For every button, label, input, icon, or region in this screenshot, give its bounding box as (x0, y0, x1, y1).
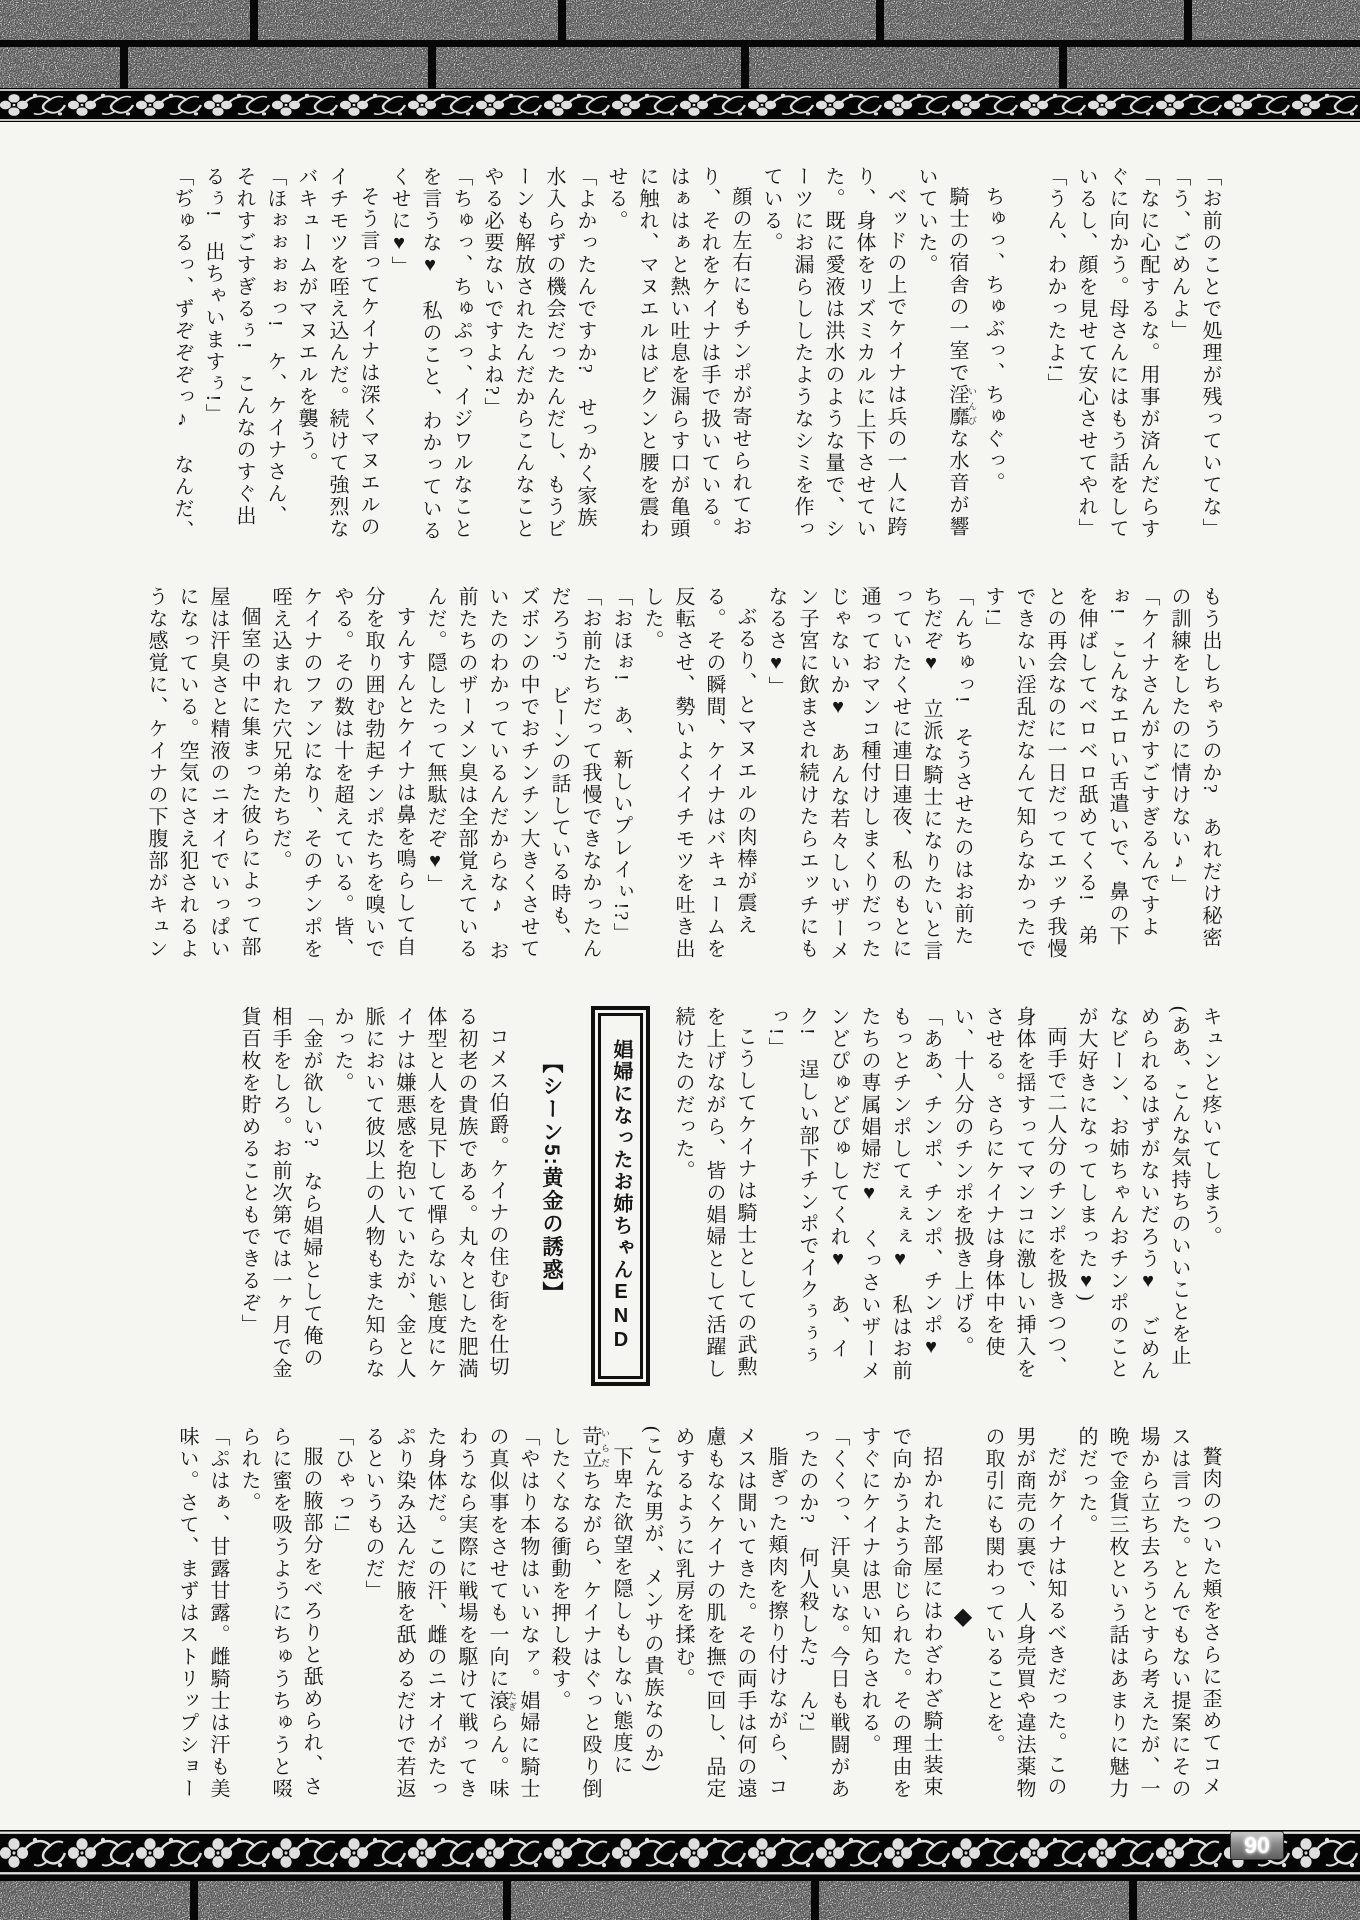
paragraph: 贅肉のついた頬をさらに歪めてコメスは言った。とんでもない提案にその場から立ち去ろうとすら考えたが、一晩で金貨三枚という話はあまりに魅力的だった。 (1075, 1426, 1221, 1800)
paragraph: 下卑た欲望を隠しもしない態度に苛立 いらだちながら、ケイナはぐっと殴り倒したくなる衝動を押し殺す。 (548, 1426, 632, 1800)
paragraph: 「金が欲しい? なら娼婦として俺の相手をしろ。お前次第では一ヶ月で金貨百枚を貯めることもできるぞ」 (238, 1006, 322, 1380)
paragraph: 「やはり本物はいいなァ。娼婦に騎士の真似事をさせても一向に滾 たぎらん。味わうなら実際に戦場を駆けて戦ってきた身体だ。この汗、雌のニオイがたっぷり染み込んだ腋を舐めるだけで若返るというものだ」 (362, 1426, 539, 1800)
paragraph: 「ぢゅるっ、ずぞぞぞっ♪ なんだ、 (171, 166, 193, 542)
paragraph: 「ちゅっ、ちゅぷっ、イジワルなことを言うな♥ 私のこと、わかっているくせに♥」 (388, 166, 472, 542)
paragraph: (こんな男が、メンサの貴族なのか) (641, 1426, 663, 1774)
flower-ornament-border-top (0, 88, 1360, 122)
paragraph: (ああ、こんな気持ちのいいことを止められるはずがないだろう♥ ごめんなビーン、お姉ちゃんおチンポのことが大好きになってしまった♥) (1075, 1006, 1190, 1382)
brick-wall-bottom-texture (0, 1876, 1360, 1920)
paragraph: 個室の中に集まった彼らによって部屋は汗臭さと精液のニオイでいっぱいになっている。空気にさえ犯されるような感覚に、ケイナの下腹部がキュン (145, 586, 260, 960)
text-band-4 (135, 1426, 1225, 1806)
paragraph: 「ああ、チンポ、チンポ、チンポ♥ もっとチンポしてぇぇぇ♥ 私はお前たちの専属娼婦だ♥ くっさいザーメンどぴゅどぴゅしてくれ♥ あ、イク! 逞しい部下チンポでイクぅぅぅっ!」 (765, 1006, 942, 1382)
paragraph: 「お前のことで処理が残っていてな」 (1199, 166, 1221, 540)
brick-wall-top-texture (0, 0, 1360, 88)
paragraph: そう言ってケイナは深くマヌエルのイチモツを咥え込んだ。続けて強烈なバキュームがマヌエルを襲う。 (295, 166, 379, 540)
paragraph: 「ぷはぁ、甘露甘露。雌騎士は汗も美味い。さて、まずはストリップショー (176, 1426, 229, 1800)
paragraph: キュンと疼いてしまう。 (1199, 1006, 1221, 1248)
text-band-3 (135, 1006, 1225, 1386)
paragraph: だがケイナは知るべきだった。この男が商売の裏で、人身売買や違法薬物の取引にも関わっていることを。 (982, 1426, 1066, 1800)
paragraph: ちゅっ、ちゅぶっ、ちゅぐっ。 (982, 186, 1004, 494)
text-band-1 (135, 166, 1225, 546)
paragraph: 「んちゅっ! そうさせたのはお前たちだぞ♥ 立派な騎士になりたいと言っていたくせに連日連夜、私のもとに通っておマンコ種付けしまくりだったじゃないか♥ あんな若々しいザーメン子宮に飲まされ続けたらエッチにもなるさ♥」 (765, 586, 973, 962)
paragraph: 「なに心配するな。用事が済んだらすぐに向かう。母さんにはもう話をしているし、顔を見せて安心させてやれ」 (1075, 166, 1159, 540)
paragraph: 招かれた部屋にはわざわざ騎士装束で向かうよう命じられた。その理由をすぐにケイナは思い知らされる。 (858, 1426, 942, 1800)
page-number: 90 (1244, 1832, 1270, 1858)
paragraph: 脂ぎった頬肉を擦り付けながら、コメスは聞いてきた。その両手は何の遠慮もなくケイナの肌を撫で回し、品定めするように乳房を揉む。 (672, 1426, 787, 1800)
flower-ornament-border-bottom (0, 1830, 1360, 1876)
paragraph: 「ほぉぉぉぉっ! ケ、ケイナさん、それすごすぎるぅ! こんなのすぐ出るぅ! 出ちゃいますぅ!」 (202, 166, 286, 527)
paragraph: 「くくっ、汗臭いな。今日も戦闘があったのか? 何人殺した? ん?」 (796, 1426, 849, 1800)
ending-title-box (591, 1006, 650, 1386)
paragraph: 「よかったんですか? せっかく家族水入らずの機会だったんだし、もうビーンも解放されたんだからこんなことやる必要ないですよね?」 (481, 166, 596, 540)
text-band-2 (135, 586, 1225, 966)
ending-title-label: 娼婦になったお姉ちゃんEND (610, 1039, 632, 1353)
ending-title-box-inner (598, 1013, 643, 1379)
paragraph: 両手で二人分のチンポを扱きつつ、身体を揺すってマンコに激しい挿入をさせる。さらにケイナは身体中を使い、十人分のチンポを扱き上げる。 (951, 1006, 1066, 1380)
paragraph: コメス伯爵。ケイナの住む街を仕切る初老の貴族である。丸々とした肥満体型と人を見下して憚らない態度にケイナは嫌悪感を抱いていたが、金と人脈において彼以上の人物もまた知らなかった。 (331, 1006, 508, 1380)
paragraph: 「ケイナさんがすごすぎるんですよぉ! こんなエロい舌遣いで、鼻の下を伸ばしてベロベロ舐めてくる! 弟との再会なのに一日だってエッチ我慢できない淫乱だなんて知らなかったです!」 (982, 586, 1159, 960)
paragraph: ベッドの上でケイナは兵の一人に跨り、身体をリズミカルに上下させていた。既に愛液は洪水のような量で、シーツにお漏らししたようなシミを作っている。 (760, 166, 906, 540)
scene-divider-diamond: ◆ (949, 1602, 975, 1630)
paragraph: すんすんとケイナは鼻を鳴らして自分を取り囲む勃起チンポたちを嗅いでやる。その数は十を超えている。皆、ケイナのファンになり、そのチンポを咥え込まれた穴兄弟たちだ。 (269, 586, 415, 960)
paragraph: もう出しちゃうのか? あれだけ秘密の訓練をしたのに情けない♪」 (1168, 586, 1221, 949)
page-number-plaque (1230, 1831, 1284, 1860)
paragraph: 服の腋部分をべろりと舐められ、さらに蜜を吸うようにちゅうちゅうと啜られた。 (238, 1426, 322, 1800)
paragraph: 顔の左右にもチンポが寄せられており、それをケイナは手で扱いている。はぁはぁと熱い吐息を漏らす口が亀頭に触れ、マヌエルはビクンと腰を震わせる。 (605, 166, 751, 540)
scene-heading: 【シーン5:黄金の誘惑】 (540, 1052, 563, 1305)
paragraph: ぶるり、とマヌエルの肉棒が震える。その瞬間、ケイナはバキュームを反転させ、勢いよくイチモツを吐き出した。 (641, 586, 756, 960)
scene-break-gap (1008, 166, 1039, 546)
paragraph: 「ひゃっ!」 (331, 1426, 353, 1545)
paragraph: 騎士の宿舎の一室で淫靡 いんびな水音が響いていた。 (915, 166, 977, 538)
paragraph: 「お前たちだって我慢できなかったんだろう? ビーンの話している時も、ズボンの中でおチンチン大きくさせていたのわかっているんだからな♪ お前たちのザーメン臭は全部覚えているんだ。隠したって無駄だぞ♥」 (424, 586, 601, 962)
paragraph: 「うん、わかったよ!」 (1044, 166, 1066, 395)
paragraph: 「う、ごめんよ」 (1168, 166, 1190, 342)
paragraph: 「おほぉ! あ、新しいプレイぃ!?」 (610, 586, 632, 945)
paragraph: こうしてケイナは騎士としての武勲を上げながら、皆の娼婦として活躍し続けたのだった。 (672, 1006, 756, 1380)
